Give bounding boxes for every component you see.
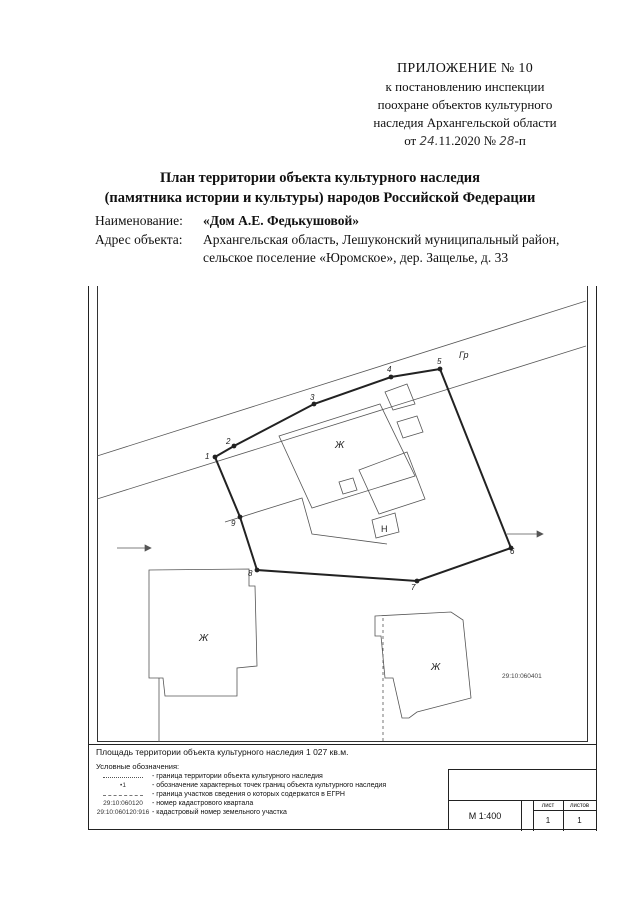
legend-symbol-points: •1 <box>120 782 126 789</box>
document-number-handwritten: 28 <box>499 134 515 148</box>
object-address-label: Адрес объекта: <box>95 232 183 247</box>
point-label-9: 9 <box>231 519 236 528</box>
legend-text-egrn: - граница участков сведения о которых содержатся в ЕГРН <box>152 791 345 798</box>
cadastral-plan <box>97 286 586 742</box>
building-label-west: Ж <box>199 633 209 644</box>
boundary-point-1 <box>213 455 218 460</box>
appendix-header <box>350 60 580 150</box>
legend-text-parcel: - кадастровый номер земельного участка <box>152 809 287 816</box>
point-label-1: 1 <box>205 452 210 461</box>
legend-text-points: - обозначение характерных точек границ объекта культурного наследия <box>152 782 387 789</box>
object-address-line-2: сельское поселение «Юромское», дер. Защелье, д. 33 <box>203 250 509 265</box>
boundary-point-8 <box>255 568 260 573</box>
point-label-6: 6 <box>510 547 515 556</box>
title-block-stamp <box>448 769 597 830</box>
legend-text-boundary: - граница территории объекта культурного наследия <box>152 773 323 780</box>
appendix-date-line <box>350 132 580 150</box>
object-address-line-1: Архангельская область, Лешуконский муниципальный район, <box>203 232 560 247</box>
date-prefix: от <box>404 133 417 148</box>
title-line-1: План территории объекта культурного наследия <box>159 170 480 186</box>
appendix-line-1: к постановлению инспекции <box>385 79 545 94</box>
area-statement: Площадь территории объекта культурного наследия 1 027 кв.м. <box>96 747 349 757</box>
point-label-7: 7 <box>411 583 416 592</box>
main-house-outline <box>279 404 415 508</box>
legend-text-quarter: - номер кадастрового квартала <box>152 800 254 807</box>
sheet-header: лист <box>533 800 564 811</box>
road-edge-lower <box>97 346 586 499</box>
legend-row-quarter <box>94 799 253 808</box>
shed-outline-2 <box>397 416 423 438</box>
building-label-main: Ж <box>335 440 345 451</box>
point-label-2: 2 <box>226 437 231 446</box>
page-title <box>0 168 640 208</box>
date-rest: 11.2020 № <box>438 133 496 148</box>
road-edge-upper <box>97 301 586 456</box>
scale-value: М 1:400 <box>449 800 522 831</box>
number-suffix: -п <box>514 133 526 148</box>
legend-panel <box>88 744 597 830</box>
boundary-point-2 <box>232 444 237 449</box>
arrow-east-head <box>537 531 543 537</box>
point-label-5: 5 <box>437 357 442 366</box>
appendix-line-2: поохране объектов культурного <box>377 97 553 112</box>
boundary-point-5 <box>438 367 443 372</box>
sheets-header: листов <box>563 800 597 811</box>
legend-symbol-parcel: 29:10:060120:916 <box>96 809 150 816</box>
legend-symbol-egrn <box>103 790 143 796</box>
cadastral-quarter-label: 29:10:060401 <box>502 673 542 680</box>
sheets-count: 1 <box>563 810 597 831</box>
legend-row-points <box>94 781 386 790</box>
heritage-territory-boundary <box>215 369 511 581</box>
boundary-point-3 <box>312 402 317 407</box>
date-day-handwritten: 24. <box>419 134 439 148</box>
point-label-3: 3 <box>310 393 315 402</box>
shed-outline-1 <box>385 384 415 410</box>
appendix-title: ПРИЛОЖЕНИЕ № 10 <box>397 61 533 76</box>
point-label-8: 8 <box>248 569 253 578</box>
arrow-west-head <box>145 545 151 551</box>
fence-line <box>225 498 387 544</box>
legend-row-parcel <box>94 808 287 817</box>
legend-row-boundary <box>94 772 323 781</box>
legend-title: Условные обозначения: <box>96 762 180 771</box>
boundary-point-4 <box>389 375 394 380</box>
legend-row-egrn <box>94 790 345 799</box>
title-line-2: (памятника истории и культуры) народов Российской Федерации <box>104 190 536 206</box>
object-name-label: Наименование: <box>95 213 183 228</box>
object-name-value: «Дом А.Е. Федькушовой» <box>203 213 359 228</box>
legend-symbol-boundary <box>103 772 143 778</box>
boundary-point-9 <box>238 515 243 520</box>
neighbor-building-south <box>375 612 471 718</box>
legend-symbol-quarter: 29:10:060120 <box>103 800 143 807</box>
building-label-n: Н <box>381 524 388 534</box>
point-label-4: 4 <box>387 365 392 374</box>
appendix-line-3: наследия Архангельской области <box>373 115 557 130</box>
object-address-field <box>95 231 623 267</box>
road-label: Гр <box>459 350 469 360</box>
object-name-field <box>95 212 623 230</box>
porch-outline <box>339 478 357 494</box>
building-label-south: Ж <box>431 662 441 673</box>
sheet-number: 1 <box>533 810 564 831</box>
